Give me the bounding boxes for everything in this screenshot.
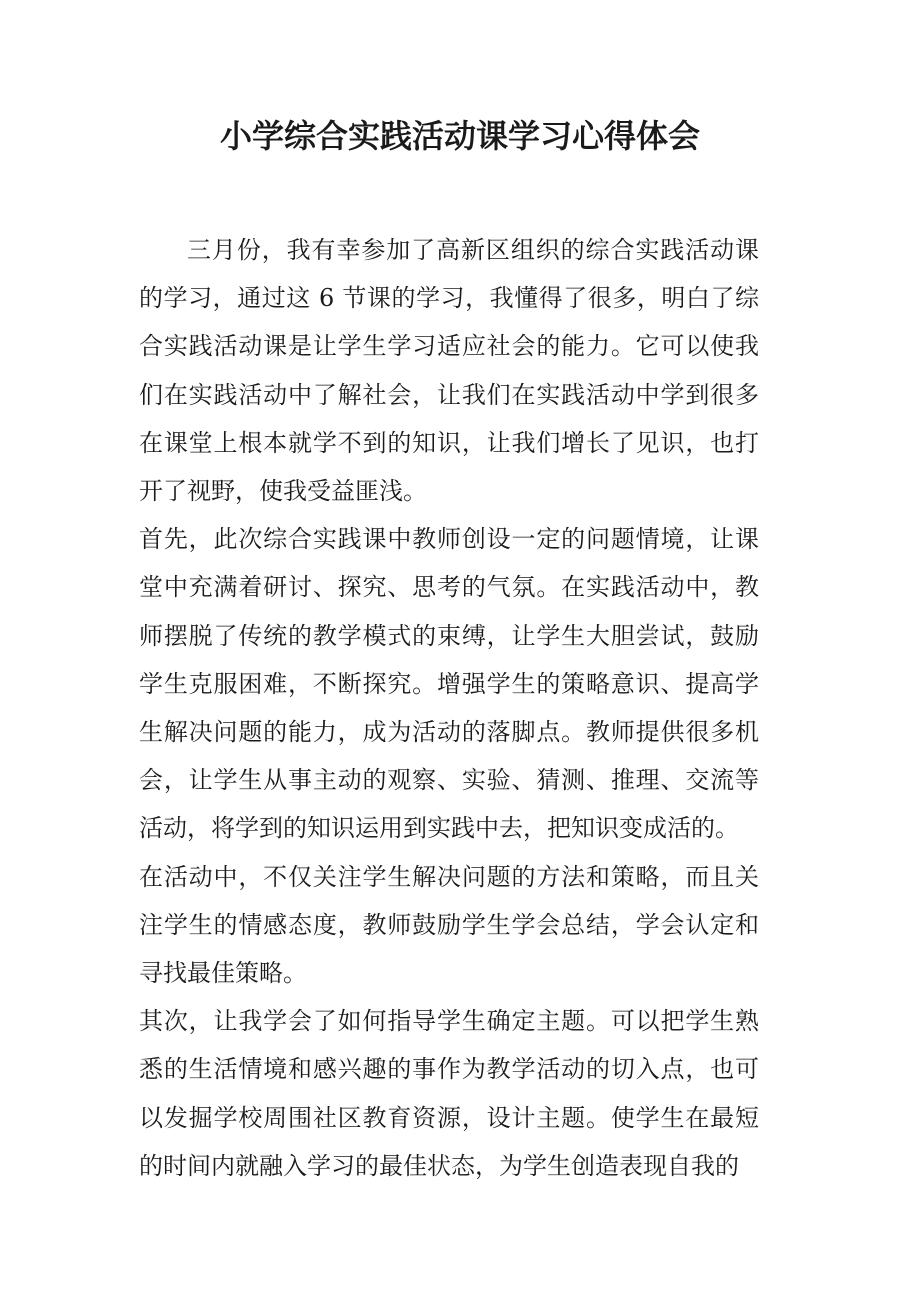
paragraph-activity-focus: 在活动中，不仅关注学生解决问题的方法和策略，而且关注学生的情感态度，教师鼓励学生学会总结，学会认定和寻找最佳策略。 — [139, 862, 759, 988]
paragraph-second-point: 其次，让我学会了如何指导学生确定主题。可以把学生熟悉的生活情境和感兴趣的事作为教学活动的切入点，也可以发掘学校周围社区教育资源，设计主题。使学生在最短的时间内就融入学习的最佳状态，为学生创造表现自我的 — [139, 1007, 759, 1180]
document-title: 小学综合实践活动课学习心得体会 — [219, 117, 700, 155]
document-body — [139, 226, 759, 1190]
paragraph-intro: 三月份，我有幸参加了高新区组织的综合实践活动课的学习，通过这 6 节课的学习，我懂得了很多，明白了综合实践活动课是让学生学习适应社会的能力。它可以使我们在实践活动中了解社会，让我们在实践活动中学到很多在课堂上根本就学不到的知识，让我们增长了见识，也打开了视野，使我受益匪浅。 — [139, 236, 759, 506]
paragraph-first-point: 首先，此次综合实践课中教师创设一定的问题情境，让课堂中充满着研讨、探究、思考的气氛。在实践活动中，教师摆脱了传统的教学模式的束缚，让学生大胆尝试，鼓励学生克服困难，不断探究。增强学生的策略意识、提高学生解决问题的能力，成为活动的落脚点。教师提供很多机会，让学生从事主动的观察、实验、猜测、推理、交流等活动，将学到的知识运用到实践中去，把知识变成活的。 — [139, 525, 759, 843]
